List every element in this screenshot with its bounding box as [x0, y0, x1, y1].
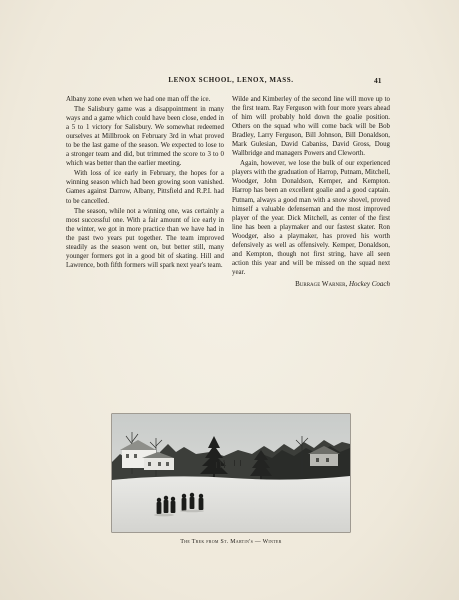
paragraph: Wilde and Kimberley of the second line will move up to the first team. Ray Ferguson with four more years ahead of him will probably hold down the goalie position. Others on the squad who will come back will be Bob Bradley, Larry Ferguson, Bill Johnson, Bill Donaldson, Mark Gulesian, David Cabaniss, David Gross, Doug Wallbridge and managers Powers and Cleworth. — [232, 96, 390, 158]
right-column — [232, 95, 390, 289]
winter-scene-image — [112, 414, 350, 532]
left-column — [66, 95, 224, 270]
photo-caption: The Trek from St. Martin's — Winter — [180, 539, 282, 545]
signature — [232, 280, 390, 289]
paragraph: With loss of ice early in February, the hopes for a winning season which had been growing soon vanished. Games against Darrow, Albany, Pittsfield and R.P.I. had to be cancelled. — [66, 170, 224, 205]
paragraph: The season, while not a winning one, was certainly a most successful one. With a fair amount of ice early in the winter, we got in more practice than we have had in the past two years put together. The team improved steadily as the season went on, but better still, many younger formers got in a good bit of skating. Hill and Lawrence, both fifth formers will spark next year's team. — [66, 207, 224, 269]
running-header: LENOX SCHOOL, LENOX, MASS. — [168, 76, 294, 84]
signature-name: Burrage Warner, — [295, 279, 348, 288]
winter-photo — [112, 414, 350, 532]
page-number: 41 — [374, 76, 382, 85]
signature-role: Hockey Coach — [348, 279, 390, 288]
paragraph: Again, however, we lose the bulk of our experienced players with the graduation of Harrop, Putnam, Mitchell, Woodger, John Donaldson, Kemper, and Kempton. Harrop has been an excellent goalie and a good captain. Putnam, always a good man with a snow shovel, proved himself a valuable defenseman and the most improved player of the year. Dick Mitchell, as center of the first line has been a playmaker and our fastest skater. Ron Woodger, also a playmaker, has proved his worth defensively as well as offensively. Kemper, Donaldson, and Kempton, though not first string, have all seen action this year and will be missed on the squad next year. — [232, 160, 390, 276]
paragraph: Albany zone even when we had one man off the ice. — [66, 96, 211, 103]
paragraph: The Salisbury game was a disappointment in many ways and a game which could have been close, ended in a 5 to 1 victory for Salisbury. We somewhat redeemed ourselves at Millbrook on February 3rd in what proved to be the last game of the season. We expected to lose to a stronger team and did, but trimmed the score to 3 to 0 which was better than the earlier meeting. — [66, 106, 224, 168]
